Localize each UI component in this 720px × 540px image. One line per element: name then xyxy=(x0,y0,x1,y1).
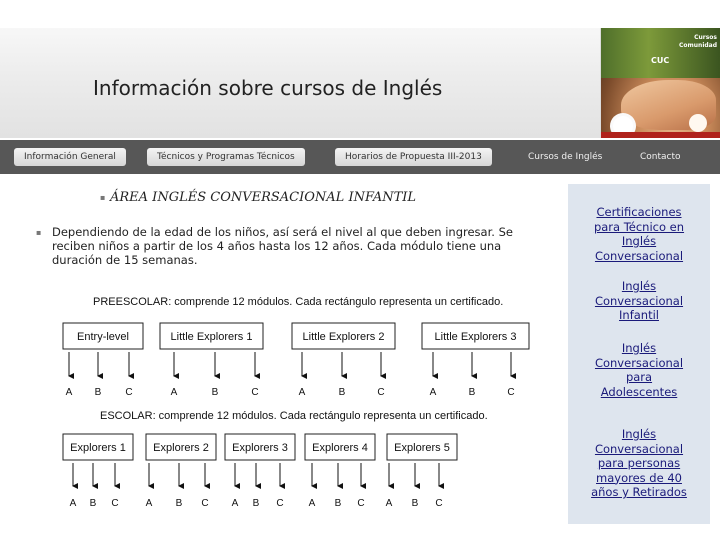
preescolar-caption: PREESCOLAR: comprende 12 módulos. Cada rectángulo representa un certificado. xyxy=(93,296,504,308)
ad-logo: CUC xyxy=(651,56,670,65)
sidebar-link[interactable] xyxy=(568,279,710,323)
nav-item-horarios[interactable]: Horarios de Propuesta III-2013 xyxy=(335,148,492,166)
bullet-icon: ▪ xyxy=(100,193,106,202)
level-label: Explorers 5 xyxy=(394,442,450,454)
section-heading: ÁREA INGLÉS CONVERSACIONAL INFANTIL xyxy=(110,190,417,205)
intro-paragraph: Dependiendo de la edad de los niños, así será el nivel al que deben ingresar. Se reciben niños a partir de los 4 años hasta los 12 años. Cada módulo tiene una duración de 15 semanas. xyxy=(52,225,513,267)
sublevel-label: C xyxy=(251,387,259,398)
level-label: Explorers 1 xyxy=(70,442,126,454)
level-label: Explorers 3 xyxy=(232,442,288,454)
page-title: Información sobre cursos de Inglés xyxy=(93,76,443,100)
sublevel-label: C xyxy=(435,498,443,509)
sublevel-label: C xyxy=(125,387,133,398)
sublevel-label: A xyxy=(231,498,239,509)
sublevel-label: C xyxy=(201,498,209,509)
sublevel-label: A xyxy=(429,387,437,398)
level-label: Explorers 2 xyxy=(153,442,209,454)
sidebar-link[interactable] xyxy=(568,205,710,263)
level-label: Little Explorers 3 xyxy=(434,331,517,343)
sidebar-link-line: Conversacional xyxy=(594,441,684,456)
flower-icon xyxy=(689,114,707,132)
level-label: Little Explorers 2 xyxy=(302,331,385,343)
sublevel-label: B xyxy=(468,387,476,398)
level-label: Little Explorers 1 xyxy=(170,331,253,343)
sublevel-label: C xyxy=(377,387,385,398)
sublevel-label: A xyxy=(170,387,178,398)
sidebar-link-line: mayores de 40 xyxy=(596,470,682,485)
sidebar-link-line: Inglés xyxy=(621,279,657,293)
level-label: Entry-level xyxy=(77,331,129,343)
sublevel-label: B xyxy=(411,498,419,509)
sidebar-link-line: Inglés xyxy=(621,427,657,441)
nav-item-tecnicos[interactable]: Técnicos y Programas Técnicos xyxy=(147,148,305,166)
sidebar-link-line: Inglés xyxy=(621,341,657,355)
sidebar-link-line: Adolescentes xyxy=(600,384,678,399)
ad-strip xyxy=(601,132,720,138)
nav-item-informacion-general[interactable]: Información General xyxy=(14,148,126,166)
level-label: Explorers 4 xyxy=(312,442,368,454)
sublevel-label: B xyxy=(94,387,102,398)
sidebar-link-line: Conversacional xyxy=(594,355,684,370)
sidebar-link[interactable] xyxy=(568,427,710,500)
sidebar-link[interactable] xyxy=(568,341,710,399)
escolar-caption: ESCOLAR: comprende 12 módulos. Cada rectángulo representa un certificado. xyxy=(100,410,488,422)
sidebar-link-line: Inglés xyxy=(621,234,657,248)
sublevel-label: C xyxy=(111,498,119,509)
escolar-levels xyxy=(63,434,457,509)
nav-item-cursos-ingles[interactable]: Cursos de Inglés xyxy=(528,152,603,162)
sublevel-label: A xyxy=(69,498,77,509)
sublevel-label: B xyxy=(89,498,97,509)
sublevel-label: B xyxy=(211,387,219,398)
sidebar-link-line: Conversacional xyxy=(594,293,684,308)
sublevel-label: B xyxy=(338,387,346,398)
bullet-icon: ▪ xyxy=(36,228,42,237)
sublevel-label: A xyxy=(308,498,316,509)
sidebar-link-line: Certificaciones xyxy=(596,205,682,219)
sublevel-label: A xyxy=(65,387,73,398)
sublevel-label: A xyxy=(385,498,393,509)
sublevel-label: C xyxy=(357,498,365,509)
sidebar-link-line: Conversacional xyxy=(594,248,684,263)
sidebar-link-line: Infantil xyxy=(619,308,659,322)
sidebar-link-line: años y Retirados xyxy=(591,485,687,499)
sidebar-link-line: para xyxy=(625,370,653,384)
sublevel-label: B xyxy=(334,498,342,509)
sublevel-label: A xyxy=(145,498,153,509)
sublevel-label: B xyxy=(175,498,183,509)
levels-diagram xyxy=(55,290,535,515)
preescolar-levels xyxy=(63,323,529,398)
nav-item-contacto[interactable]: Contacto xyxy=(640,152,681,162)
sidebar-link-line: para personas xyxy=(597,456,681,470)
sublevel-label: C xyxy=(276,498,284,509)
sidebar-link-line: para Técnico en xyxy=(593,219,685,234)
ad-banner-image[interactable] xyxy=(601,28,720,138)
sublevel-label: B xyxy=(252,498,260,509)
sublevel-label: C xyxy=(507,387,515,398)
ad-logo-word: Cursos Comunidad xyxy=(679,34,718,49)
sublevel-label: A xyxy=(298,387,306,398)
